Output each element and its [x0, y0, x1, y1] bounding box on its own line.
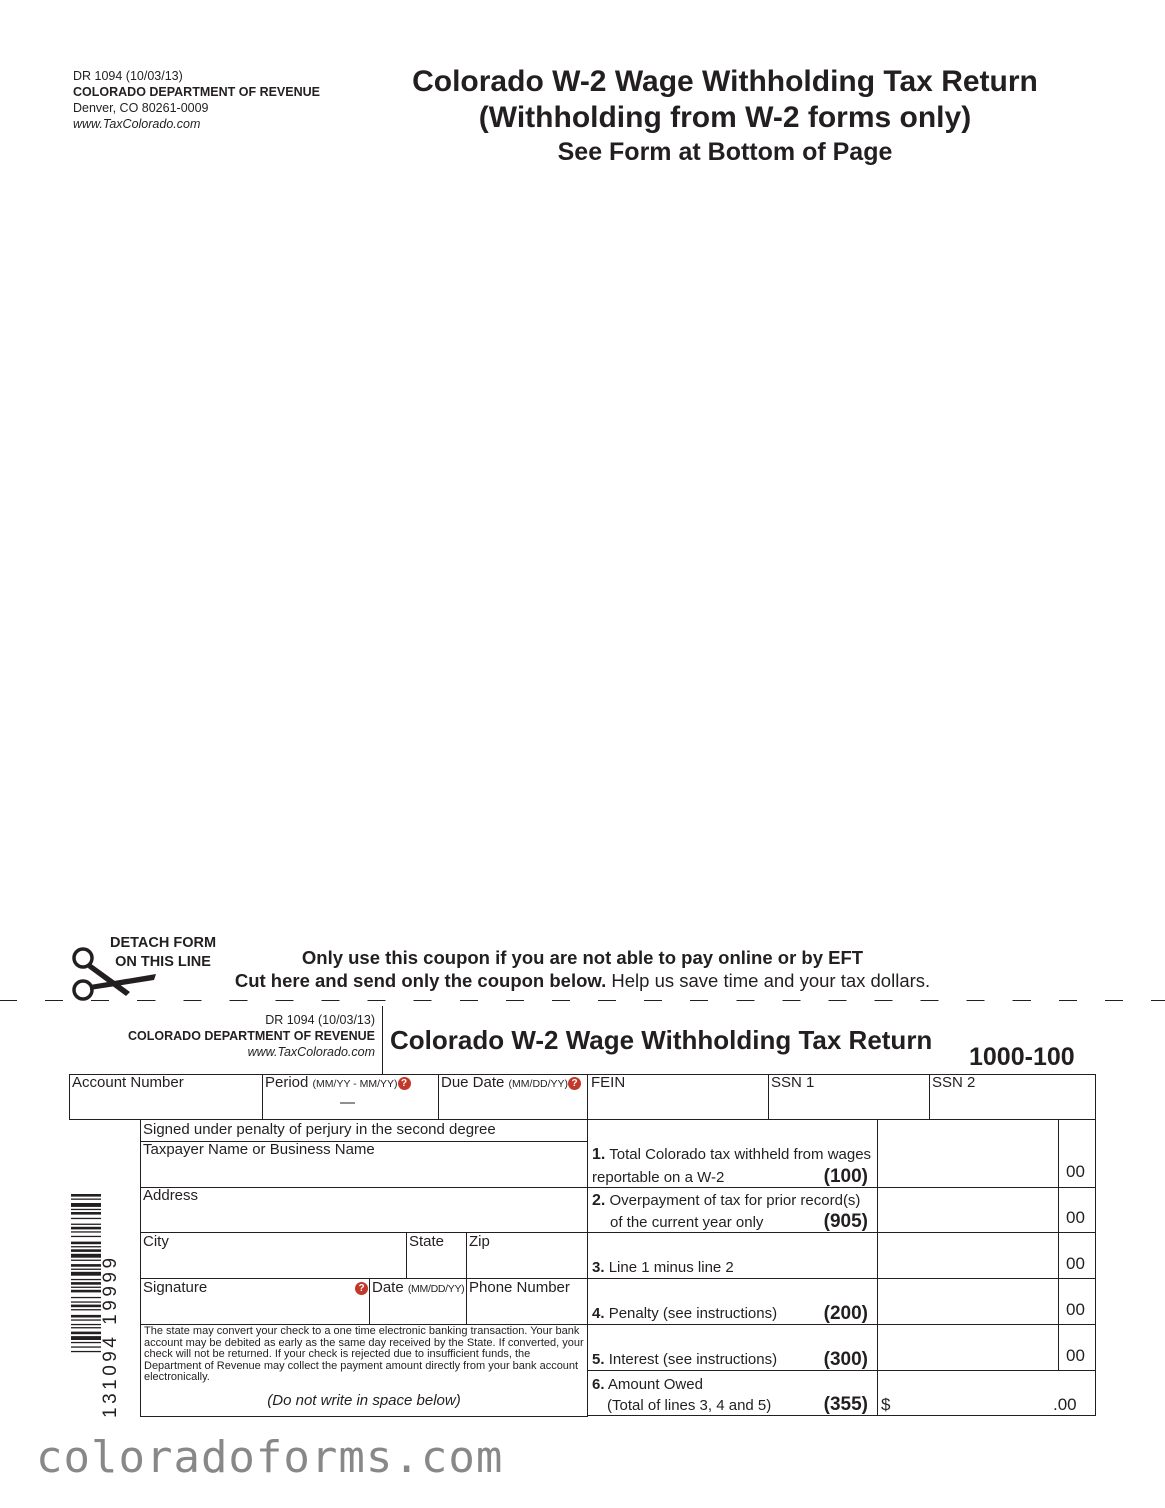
line5-amount-input[interactable] [879, 1326, 1057, 1369]
line2-amount-input[interactable] [879, 1189, 1057, 1231]
form-header-info [73, 68, 320, 132]
zip-field[interactable]: Zip [469, 1233, 490, 1250]
check-conversion-notice: The state may convert your check to a one time electronic banking transaction. Your bank account may be debited as early as the same day received by the State. If converted, your check will not be returned. If your check is rejected due to insufficient funds, the Department of Revenue may collect the payment amount directly from your bank account electronically. [144, 1325, 584, 1383]
line4-cents[interactable]: 00 [1066, 1300, 1085, 1319]
detach-label: DETACH FORM ON THIS LINE [109, 935, 217, 970]
department-address: Denver, CO 80261-0009 [73, 101, 209, 115]
line4-amount-input[interactable] [879, 1280, 1057, 1323]
line4-code: (200) [823, 1303, 868, 1324]
barcode-number: 131094 19999 [100, 1254, 121, 1418]
period-field[interactable]: Period (MM/YY - MM/YY) ? [265, 1074, 411, 1091]
city-field[interactable]: City [143, 1233, 169, 1250]
phone-number-field[interactable]: Phone Number [469, 1279, 570, 1296]
coupon-header-info [60, 1012, 375, 1060]
barcode [71, 1194, 101, 1418]
coupon-instruction-2: Cut here and send only the coupon below. Help us save time and your tax dollars. [234, 970, 931, 991]
line2-code: (905) [823, 1211, 868, 1232]
do-not-write-note: (Do not write in space below) [267, 1392, 461, 1409]
fein-field[interactable]: FEIN [591, 1074, 626, 1091]
department-website: www.TaxColorado.com [73, 117, 201, 131]
line6-code: (355) [823, 1394, 868, 1415]
period-dash: — [340, 1094, 355, 1111]
line3-label: 3. Line 1 minus line 2 [592, 1259, 734, 1276]
help-icon[interactable]: ? [398, 1077, 411, 1090]
department-name: COLORADO DEPARTMENT OF REVENUE [73, 85, 320, 99]
page-subtitle: (Withholding from W-2 forms only) [478, 101, 972, 134]
form-id: DR 1094 (10/03/13) [73, 69, 183, 83]
line1-cents[interactable]: 00 [1066, 1162, 1085, 1181]
coupon-header-divider [382, 1006, 383, 1074]
line6-cents[interactable]: .00 [1053, 1395, 1077, 1414]
taxpayer-name-field[interactable]: Taxpayer Name or Business Name [143, 1141, 375, 1158]
date-field[interactable]: Date (MM/DD/YY) [372, 1279, 465, 1296]
page-title: Colorado W-2 Wage Withholding Tax Return [412, 65, 1038, 98]
line3-cents[interactable]: 00 [1066, 1254, 1085, 1273]
account-number-field[interactable]: Account Number [72, 1074, 184, 1091]
line5-label: 5. Interest (see instructions) [592, 1351, 778, 1368]
cut-line [0, 1000, 1165, 1001]
coupon-department: COLORADO DEPARTMENT OF REVENUE [128, 1029, 375, 1043]
state-field[interactable]: State [409, 1233, 445, 1250]
line2-label: 2. Overpayment of tax for prior record(s) [592, 1192, 861, 1209]
line1-label: 1. Total Colorado tax withheld from wages [592, 1146, 872, 1163]
line1-amount-input[interactable] [879, 1121, 1057, 1186]
signature-field[interactable]: Signature [143, 1279, 208, 1296]
watermark: coloradoforms.com [36, 1432, 504, 1483]
coupon-instruction-1: Only use this coupon if you are not able to pay online or by EFT [301, 947, 864, 968]
help-icon[interactable]: ? [568, 1077, 581, 1090]
page-note: See Form at Bottom of Page [557, 138, 893, 166]
coupon-title: Colorado W-2 Wage Withholding Tax Return [390, 1025, 933, 1055]
ssn2-field[interactable]: SSN 2 [932, 1074, 976, 1091]
line2-cents[interactable]: 00 [1066, 1208, 1085, 1227]
dollar-sign: $ [881, 1395, 891, 1414]
line6-amount-input[interactable] [895, 1372, 1045, 1415]
coupon-website: www.TaxColorado.com [247, 1045, 375, 1059]
line5-cents[interactable]: 00 [1066, 1346, 1085, 1365]
perjury-statement: Signed under penalty of perjury in the second degree [143, 1121, 496, 1138]
line6-label: 6. Amount Owed [592, 1376, 703, 1393]
line5-code: (300) [823, 1349, 868, 1370]
help-icon[interactable]: ? [355, 1282, 368, 1295]
line3-amount-input[interactable] [879, 1234, 1057, 1277]
ssn1-field[interactable]: SSN 1 [771, 1074, 815, 1091]
address-field[interactable]: Address [143, 1187, 199, 1204]
page-title-block [395, 64, 1055, 167]
coupon-form-id: DR 1094 (10/03/13) [265, 1013, 375, 1027]
line4-label: 4. Penalty (see instructions) [592, 1305, 778, 1322]
line1-code: (100) [823, 1166, 868, 1187]
due-date-field[interactable]: Due Date (MM/DD/YY) ? [441, 1074, 581, 1091]
form-code: 1000-100 [969, 1043, 1075, 1071]
